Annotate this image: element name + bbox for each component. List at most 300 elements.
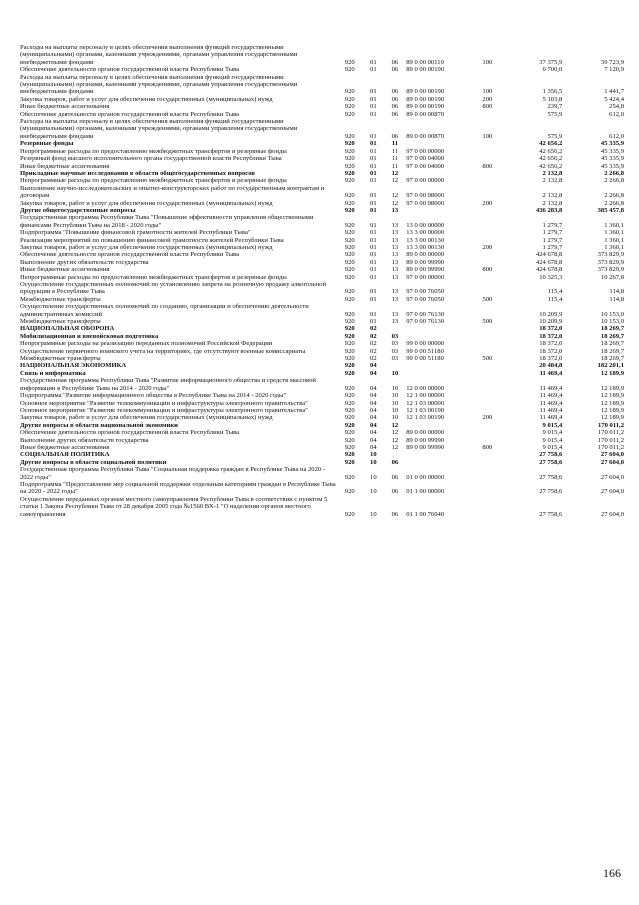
- row-ministry-code: 920: [344, 110, 355, 118]
- row-amount-year-1: 9 015,4: [542, 429, 563, 437]
- row-target-article: 13 3 00 00130: [406, 243, 445, 251]
- row-subsection-code: 12: [391, 199, 399, 207]
- row-subsection-code: 13: [391, 251, 399, 259]
- row-target-article: 01 0 00 00000: [406, 473, 445, 481]
- row-amount-year-2: 45 335,9: [600, 162, 624, 170]
- row-ministry-code: 920: [344, 488, 355, 496]
- row-expense-type: 100: [482, 132, 493, 140]
- row-expense-type: 100: [482, 58, 493, 66]
- row-ministry-code: 920: [344, 392, 355, 400]
- row-amount-year-1: 2 132,8: [542, 177, 563, 185]
- table-row: [20, 362, 624, 369]
- row-amount-year-1: 2 132,8: [542, 192, 563, 200]
- row-ministry-code: 920: [344, 332, 355, 340]
- row-target-article: 89 0 00 00190: [406, 66, 445, 74]
- row-target-article: 89 0 00 00000: [406, 429, 445, 437]
- row-ministry-code: 920: [344, 221, 355, 229]
- row-subsection-code: 06: [391, 473, 399, 481]
- row-name: Осуществление первичного воинского учета на территориях, где отсутствуют военные комиссариаты: [20, 347, 306, 355]
- row-name: Государственная программа Республики Тыва "Повышение эффективности управления общественными финансами Республики Тыва на 2018 - 2020 годы": [20, 214, 314, 229]
- row-amount-year-1: 9 015,4: [542, 443, 563, 451]
- table-row: [20, 177, 624, 184]
- row-amount-year-2: 2 266,8: [604, 177, 624, 185]
- row-amount-year-2: 2 266,8: [604, 199, 624, 207]
- row-name: Закупка товаров, работ и услуг для обеспечения государственных (муниципальных) нужд: [20, 95, 273, 103]
- row-name: Резервный фонд высшего исполнительного органа государственной власти Республики Тыва: [20, 155, 282, 163]
- row-section-code: 01: [370, 95, 377, 103]
- table-row: [20, 214, 624, 229]
- row-ministry-code: 920: [344, 66, 355, 74]
- row-section-code: 01: [370, 236, 377, 244]
- row-amount-year-1: 115,4: [547, 288, 563, 296]
- row-section-code: 01: [370, 66, 377, 74]
- table-row: [20, 466, 624, 481]
- row-target-article: [406, 207, 474, 214]
- row-amount-year-2: 373 829,9: [597, 266, 624, 274]
- row-amount-year-1: 424 678,8: [535, 258, 563, 266]
- row-expense-type: 800: [482, 162, 493, 170]
- row-name: Иные бюджетные ассигнования: [20, 266, 110, 274]
- row-subsection-code: 06: [391, 458, 399, 466]
- table-row: [20, 377, 624, 392]
- row-subsection-code: 11: [391, 147, 399, 155]
- row-expense-type: [474, 407, 501, 414]
- row-subsection-code: 10: [391, 406, 399, 414]
- row-target-article: 97 0 00 00000: [406, 177, 445, 185]
- row-target-article: 97 0 00 76130: [406, 310, 445, 318]
- row-target-article: 89 0 00 00190: [406, 103, 445, 111]
- row-amount-year-1: 2 132,8: [542, 169, 563, 177]
- row-name: Закупка товаров, работ и услуг для обеспечения государственных (муниципальных) нужд: [20, 243, 273, 251]
- row-amount-year-2: 45 335,9: [600, 155, 624, 163]
- row-name: Непрограммные расходы по предоставлению межбюджетных трансфертов и резервные фонды: [20, 147, 287, 155]
- row-name: Обеспечение деятельности органов государственной власти Республики Тыва: [20, 429, 240, 437]
- row-amount-year-2: 27 604,0: [600, 488, 624, 496]
- table-row: [20, 155, 624, 162]
- row-target-article: 89 0 00 00190: [406, 95, 445, 103]
- row-name: СОЦИАЛЬНАЯ ПОЛИТИКА: [20, 451, 110, 459]
- row-ministry-code: 920: [344, 414, 355, 422]
- row-amount-year-2: 27 604,0: [600, 458, 624, 466]
- row-amount-year-1: 18 372,0: [539, 332, 563, 340]
- row-amount-year-1: 10 209,9: [539, 318, 563, 326]
- row-section-code: 01: [370, 318, 377, 326]
- row-ministry-code: 920: [344, 258, 355, 266]
- row-amount-year-1: 1 279,7: [542, 229, 563, 237]
- row-ministry-code: 920: [344, 192, 355, 200]
- row-ministry-code: 920: [344, 95, 355, 103]
- table-row: [20, 111, 624, 118]
- table-row: [20, 303, 624, 318]
- table-row: [20, 244, 624, 251]
- row-section-code: 10: [370, 488, 377, 496]
- table-row: [20, 229, 624, 236]
- row-subsection-code: 06: [391, 58, 399, 66]
- row-amount-year-2: 1 360,1: [604, 221, 624, 229]
- row-expense-type: [474, 340, 501, 347]
- row-expense-type: [474, 333, 501, 340]
- row-ministry-code: 920: [344, 384, 355, 392]
- row-name: Выполнение научно-исследовательских и опытно-конструкторских работ по государственным контрактам и договорам: [20, 184, 325, 200]
- row-amount-year-1: 37 375,9: [539, 58, 563, 66]
- row-target-article: 99 0 00 51180: [406, 347, 444, 355]
- row-subsection-code: 12: [391, 421, 399, 429]
- table-row: [20, 444, 624, 451]
- row-section-code: 01: [370, 58, 377, 66]
- row-name: Межбюджетные трансферты: [20, 318, 101, 326]
- table-row: [20, 74, 624, 96]
- row-section-code: 04: [370, 399, 377, 407]
- row-expense-type: [474, 362, 501, 369]
- row-section-code: 04: [370, 421, 377, 429]
- table-row: [20, 481, 624, 496]
- row-ministry-code: 920: [344, 369, 355, 377]
- row-target-article: 12 1 03 00190: [406, 406, 445, 414]
- row-expense-type: [474, 185, 501, 200]
- row-amount-year-1: 27 758,6: [539, 488, 563, 496]
- row-subsection-code: 12: [391, 443, 399, 451]
- row-amount-year-2: 170 011,2: [597, 429, 624, 437]
- row-target-article: 89 0 00 00000: [406, 251, 445, 259]
- table-row: [20, 251, 624, 258]
- row-amount-year-1: 11 469,4: [539, 414, 563, 422]
- row-amount-year-2: 27 604,0: [600, 510, 624, 518]
- row-target-article: 89 0 00 99990: [406, 266, 445, 274]
- row-ministry-code: 920: [344, 236, 355, 244]
- row-section-code: 10: [370, 473, 377, 481]
- row-section-code: 04: [370, 362, 377, 370]
- row-expense-type: [474, 496, 501, 518]
- row-amount-year-2: 170 011,2: [597, 421, 624, 429]
- row-section-code: 02: [370, 332, 377, 340]
- row-amount-year-2: 373 829,9: [597, 258, 624, 266]
- row-target-article: 01 1 00 76040: [406, 510, 445, 518]
- row-subsection-code: 03: [391, 347, 399, 355]
- row-ministry-code: 920: [344, 399, 355, 407]
- row-name: Межбюджетные трансферты: [20, 295, 101, 303]
- row-section-code: 01: [370, 266, 377, 274]
- row-target-article: [406, 459, 474, 466]
- row-subsection-code: [384, 451, 407, 458]
- row-amount-year-2: 2 266,8: [604, 192, 624, 200]
- table-row: [20, 266, 624, 273]
- row-target-article: 89 0 00 00190: [406, 88, 445, 96]
- row-ministry-code: 920: [344, 288, 355, 296]
- row-name: Основное мероприятие "Развитие телекоммуникации и инфраструктуры электронного правительства": [20, 406, 308, 414]
- row-subsection-code: 13: [391, 258, 399, 266]
- row-ministry-code: 920: [344, 162, 355, 170]
- row-expense-type: 500: [482, 355, 493, 363]
- row-expense-type: [474, 422, 501, 429]
- row-target-article: 12 1 03 00000: [406, 399, 445, 407]
- row-amount-year-1: 10 325,3: [539, 273, 563, 281]
- row-section-code: 02: [370, 355, 377, 363]
- row-amount-year-2: 12 189,9: [600, 399, 624, 407]
- row-subsection-code: 10: [391, 384, 399, 392]
- row-name: Иные бюджетные ассигнования: [20, 103, 110, 111]
- table-row: [20, 459, 624, 466]
- row-subsection-code: [384, 325, 407, 332]
- row-name: Непрограммные расходы по предоставлению межбюджетных трансфертов и резервные фонды: [20, 273, 287, 281]
- row-target-article: 89 0 00 99990: [406, 258, 445, 266]
- row-amount-year-1: 20 484,8: [539, 362, 563, 370]
- row-amount-year-2: 1 360,1: [604, 243, 624, 251]
- row-subsection-code: 10: [391, 369, 399, 377]
- row-subsection-code: 13: [391, 221, 399, 229]
- row-name: Государственная программа Республики Тыва "Развитие информационного общества и средств массовой информации в Республике Тыва на 2014 - 2020 годы": [20, 377, 316, 392]
- row-amount-year-2: 12 189,9: [600, 406, 624, 414]
- row-target-article: 12 1 00 00000: [406, 392, 445, 400]
- row-expense-type: 800: [482, 443, 493, 451]
- row-target-article: 97 0 00 00000: [406, 147, 445, 155]
- row-expense-type: [474, 466, 501, 481]
- row-section-code: 01: [370, 251, 377, 259]
- row-amount-year-1: 5 103,8: [542, 95, 563, 103]
- row-name: Реализация мероприятий по повышению финансовой грамотности жителей Республики Тыва: [20, 236, 284, 244]
- row-expense-type: 800: [482, 266, 493, 274]
- row-name: Иные бюджетные ассигнования: [20, 162, 110, 170]
- row-target-article: 99 0 00 00000: [406, 340, 445, 348]
- row-section-code: 02: [370, 347, 377, 355]
- row-ministry-code: 920: [344, 310, 355, 318]
- row-name: Непрограммные расходы по предоставлению межбюджетных трансфертов и резервные фонды: [20, 177, 287, 185]
- row-section-code: 01: [370, 288, 377, 296]
- row-ministry-code: 920: [344, 325, 355, 333]
- row-name: Осуществление государственных полномочий по установлению запрета на розничную продажу алкогольной продукции в Республике Тыва: [20, 281, 326, 296]
- row-amount-year-1: 18 372,0: [539, 325, 563, 333]
- row-name: Подпрограмма "Повышение финансовой грамотности жителей Республики Тыва": [20, 229, 251, 237]
- row-section-code: 01: [370, 206, 377, 214]
- table-row: [20, 400, 624, 407]
- row-section-code: 01: [370, 140, 377, 148]
- row-amount-year-2: 612,0: [609, 110, 624, 118]
- row-ministry-code: 920: [344, 436, 355, 444]
- row-amount-year-1: 1 279,7: [542, 243, 563, 251]
- row-amount-year-2: 12 189,9: [600, 414, 624, 422]
- row-name: Другие вопросы в области национальной экономики: [20, 421, 178, 429]
- row-expense-type: [474, 259, 501, 266]
- row-subsection-code: 06: [391, 66, 399, 74]
- row-ministry-code: 920: [344, 473, 355, 481]
- row-amount-year-1: 18 372,0: [539, 347, 563, 355]
- row-amount-year-2: 182 201,1: [597, 362, 624, 370]
- row-subsection-code: 10: [391, 392, 399, 400]
- table-row: [20, 259, 624, 266]
- row-target-article: 89 0 00 99990: [406, 436, 445, 444]
- row-subsection-code: 11: [391, 155, 399, 163]
- table-row: [20, 348, 624, 355]
- row-amount-year-2: 18 269,7: [600, 332, 624, 340]
- row-name: Мобилизационная и вневойсковая подготовка: [20, 332, 159, 340]
- budget-table-body: [20, 44, 624, 518]
- row-name: Резервные фонды: [20, 140, 74, 148]
- row-amount-year-1: 239,7: [547, 103, 563, 111]
- row-name: Государственная программа Республики Тыва "Социальная поддержка граждан в Республике Тыва на 2020 - 2022 годы": [20, 466, 326, 481]
- row-expense-type: [474, 303, 501, 318]
- row-name: Расходы на выплаты персоналу в целях обеспечения выполнения функций государственными (муниципальными) органами, казенными учреждениями, органами управления государственными внебюджетными фондами: [20, 44, 298, 66]
- row-expense-type: 200: [482, 414, 493, 422]
- row-subsection-code: 06: [391, 488, 399, 496]
- row-amount-year-1: 424 678,8: [535, 251, 563, 259]
- row-expense-type: 200: [482, 243, 493, 251]
- row-target-article: 97 0 00 00000: [406, 273, 445, 281]
- row-amount-year-1: 18 372,0: [539, 355, 563, 363]
- row-subsection-code: 10: [391, 414, 399, 422]
- row-subsection-code: 13: [391, 288, 399, 296]
- row-expense-type: [474, 400, 501, 407]
- row-amount-year-2: 27 604,0: [600, 451, 624, 459]
- row-ministry-code: 920: [344, 88, 355, 96]
- row-expense-type: [474, 377, 501, 392]
- row-target-article: 13 0 00 00000: [406, 221, 445, 229]
- row-section-code: 04: [370, 384, 377, 392]
- row-ministry-code: 920: [344, 155, 355, 163]
- table-row: [20, 281, 624, 296]
- row-subsection-code: 12: [391, 436, 399, 444]
- row-subsection-code: 11: [391, 162, 399, 170]
- row-target-article: 13 3 00 00000: [406, 229, 445, 237]
- row-ministry-code: 920: [344, 273, 355, 281]
- row-expense-type: [474, 140, 501, 147]
- row-section-code: 01: [370, 258, 377, 266]
- row-subsection-code: 06: [391, 510, 399, 518]
- row-amount-year-1: 6 700,0: [542, 66, 563, 74]
- table-row: [20, 96, 624, 103]
- row-amount-year-2: 39 723,9: [600, 58, 624, 66]
- row-target-article: 01 1 00 00000: [406, 488, 445, 496]
- row-section-code: 01: [370, 147, 377, 155]
- row-name: Иные бюджетные ассигнования: [20, 443, 110, 451]
- row-section-code: 01: [370, 169, 377, 177]
- row-subsection-code: 06: [391, 110, 399, 118]
- row-amount-year-1: 9 015,4: [542, 436, 563, 444]
- row-amount-year-2: 18 269,7: [600, 355, 624, 363]
- row-subsection-code: 13: [391, 318, 399, 326]
- budget-document: [20, 44, 624, 518]
- row-target-article: 13 3 00 00130: [406, 236, 445, 244]
- row-amount-year-2: 12 189,9: [600, 369, 624, 377]
- table-row: [20, 200, 624, 207]
- row-target-article: 12 0 00 00000: [406, 384, 445, 392]
- row-section-code: 04: [370, 369, 377, 377]
- row-expense-type: [474, 392, 501, 399]
- row-expense-type: [474, 274, 501, 281]
- row-section-code: 01: [370, 199, 377, 207]
- row-name: Подпрограмма "Развитие информационного общества в Республике Тыва на 2014 - 2020 годы": [20, 392, 287, 400]
- table-row: [20, 185, 624, 200]
- row-expense-type: [474, 281, 501, 296]
- row-section-code: 01: [370, 88, 377, 96]
- row-amount-year-1: 1 356,5: [542, 88, 563, 96]
- row-amount-year-1: 42 656,2: [539, 140, 563, 148]
- row-amount-year-1: 575,9: [547, 132, 563, 140]
- row-target-article: 89 0 00 00870: [406, 110, 445, 118]
- row-target-article: 97 0 00 76050: [406, 295, 445, 303]
- row-ministry-code: 920: [344, 177, 355, 185]
- row-subsection-code: 13: [391, 243, 399, 251]
- table-row: [20, 207, 624, 214]
- row-target-article: [406, 140, 474, 147]
- row-subsection-code: [384, 362, 407, 369]
- row-amount-year-2: 254,8: [609, 103, 624, 111]
- row-amount-year-1: 27 758,6: [539, 451, 563, 459]
- row-target-article: 97 0 00 04000: [406, 155, 445, 163]
- table-row: [20, 325, 624, 332]
- row-amount-year-1: 42 656,2: [539, 155, 563, 163]
- row-target-article: [406, 325, 474, 332]
- row-expense-type: [474, 370, 501, 377]
- row-expense-type: 500: [482, 295, 493, 303]
- row-expense-type: [474, 348, 501, 355]
- row-section-code: 10: [370, 451, 377, 459]
- row-amount-year-1: 115,4: [547, 295, 563, 303]
- table-row: [20, 66, 624, 73]
- row-amount-year-1: 27 758,6: [539, 473, 563, 481]
- row-subsection-code: 13: [391, 206, 399, 214]
- row-ministry-code: 920: [344, 266, 355, 274]
- table-row: [20, 429, 624, 436]
- row-expense-type: [474, 429, 501, 436]
- row-subsection-code: 06: [391, 132, 399, 140]
- row-name: Выполнение других обязательств государства: [20, 436, 149, 444]
- row-expense-type: 500: [482, 318, 493, 326]
- row-subsection-code: 06: [391, 103, 399, 111]
- table-row: [20, 407, 624, 414]
- table-row: [20, 170, 624, 177]
- row-amount-year-2: 18 269,7: [600, 325, 624, 333]
- row-target-article: 97 0 00 76050: [406, 288, 445, 296]
- row-ministry-code: 920: [344, 347, 355, 355]
- row-expense-type: 200: [482, 95, 493, 103]
- table-row: [20, 44, 624, 66]
- row-section-code: 01: [370, 177, 377, 185]
- row-expense-type: [474, 170, 501, 177]
- row-amount-year-1: 11 469,4: [539, 384, 563, 392]
- row-amount-year-1: 18 372,0: [539, 340, 563, 348]
- row-target-article: 89 0 00 99990: [406, 443, 445, 451]
- row-name: Расходы на выплаты персоналу в целях обеспечения выполнения функций государственными (муниципальными) органами, казенными учреждениями, органами управления государственными внебюджетными фондами: [20, 118, 298, 140]
- row-amount-year-1: 2 132,8: [542, 199, 563, 207]
- table-row: [20, 451, 624, 458]
- row-amount-year-1: 11 469,4: [539, 369, 563, 377]
- row-section-code: 04: [370, 392, 377, 400]
- row-amount-year-1: 1 279,7: [542, 236, 563, 244]
- row-target-article: 99 0 00 51180: [406, 355, 444, 363]
- row-section-code: 01: [370, 103, 377, 111]
- row-expense-type: [474, 177, 501, 184]
- table-row: [20, 370, 624, 377]
- row-ministry-code: 920: [344, 132, 355, 140]
- table-row: [20, 318, 624, 325]
- row-expense-type: [474, 459, 501, 466]
- table-row: [20, 274, 624, 281]
- row-amount-year-1: 9 015,4: [542, 421, 563, 429]
- row-subsection-code: 12: [391, 177, 399, 185]
- table-row: [20, 103, 624, 110]
- row-expense-type: [474, 148, 501, 155]
- row-expense-type: [474, 66, 501, 73]
- row-ministry-code: 920: [344, 362, 355, 370]
- row-subsection-code: 10: [391, 399, 399, 407]
- table-row: [20, 437, 624, 444]
- row-amount-year-2: 7 120,9: [604, 66, 624, 74]
- row-ministry-code: 920: [344, 229, 355, 237]
- row-section-code: 01: [370, 132, 377, 140]
- table-row: [20, 340, 624, 347]
- row-target-article: [406, 422, 474, 429]
- row-ministry-code: 920: [344, 103, 355, 111]
- row-ministry-code: 920: [344, 206, 355, 214]
